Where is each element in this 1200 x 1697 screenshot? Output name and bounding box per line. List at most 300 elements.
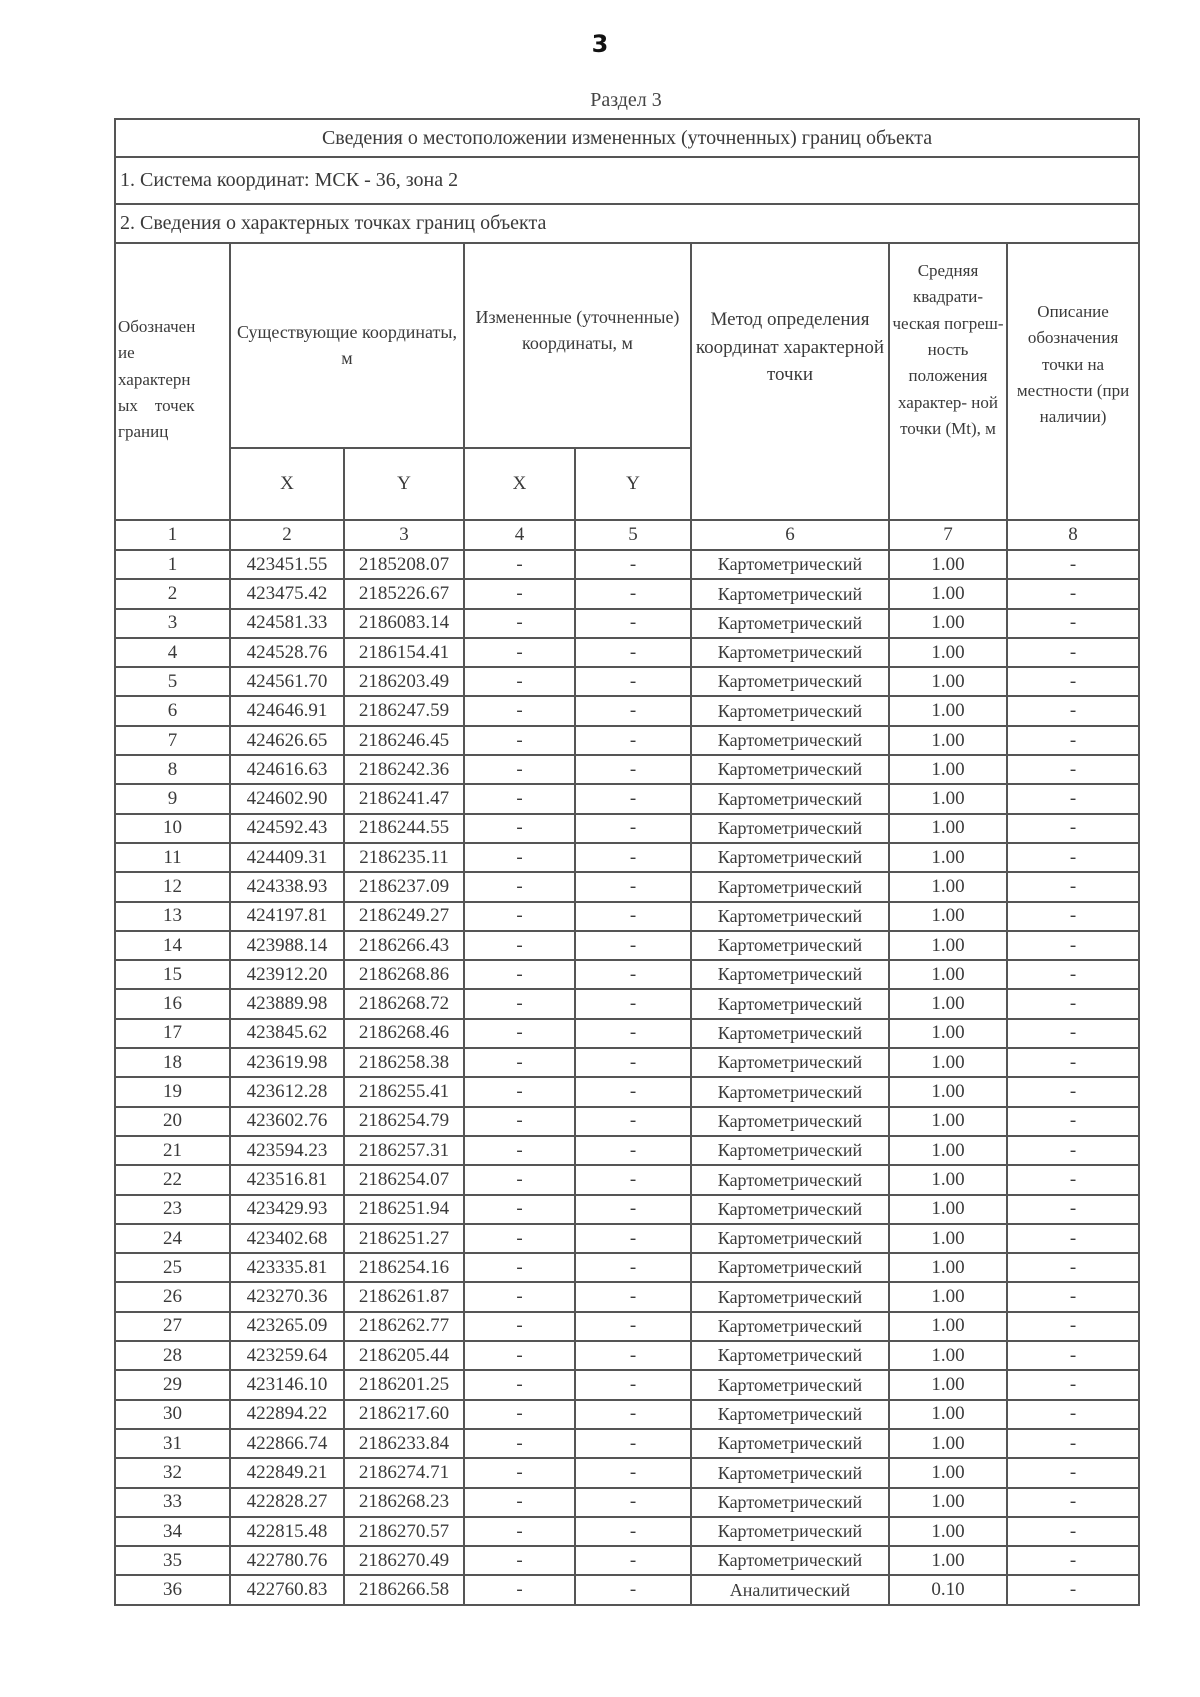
cell-method: Картометрический: [691, 1370, 889, 1399]
cell-description: -: [1007, 1077, 1139, 1106]
cell-existing-y: 2186237.09: [344, 872, 464, 901]
header-method: Метод определения координат характерной точки: [691, 243, 889, 520]
cell-existing-y: 2186244.55: [344, 814, 464, 843]
cell-method: Картометрический: [691, 989, 889, 1018]
cell-existing-y: 2185208.07: [344, 550, 464, 579]
cell-description: -: [1007, 872, 1139, 901]
header-changed-x: X: [464, 448, 575, 520]
cell-mean-error: 1.00: [889, 902, 1007, 931]
table-row: [115, 1048, 1139, 1077]
cell-method: Картометрический: [691, 755, 889, 784]
page-number: 3: [591, 30, 609, 58]
table-row: [115, 579, 1139, 608]
cell-changed-x: -: [464, 1195, 575, 1224]
header-changed-y: Y: [575, 448, 691, 520]
cell-existing-x: 423259.64: [230, 1341, 344, 1370]
cell-method: Картометрический: [691, 931, 889, 960]
cell-point-number: 29: [115, 1370, 230, 1399]
table-row: [115, 696, 1139, 725]
cell-mean-error: 1.00: [889, 579, 1007, 608]
cell-changed-y: -: [575, 1048, 691, 1077]
table-row: [115, 726, 1139, 755]
column-number: 7: [889, 520, 1007, 550]
cell-description: -: [1007, 638, 1139, 667]
cell-point-number: 35: [115, 1546, 230, 1575]
cell-changed-y: -: [575, 696, 691, 725]
cell-point-number: 4: [115, 638, 230, 667]
cell-existing-x: 422780.76: [230, 1546, 344, 1575]
cell-existing-x: 423270.36: [230, 1282, 344, 1311]
cell-changed-y: -: [575, 814, 691, 843]
cell-existing-y: 2186258.38: [344, 1048, 464, 1077]
cell-existing-y: 2186083.14: [344, 609, 464, 638]
cell-description: -: [1007, 1517, 1139, 1546]
cell-changed-x: -: [464, 550, 575, 579]
cell-point-number: 12: [115, 872, 230, 901]
cell-method: Картометрический: [691, 1019, 889, 1048]
table-row: [115, 784, 1139, 813]
table-row: [115, 872, 1139, 901]
cell-method: Картометрический: [691, 1312, 889, 1341]
boundary-points-table: [114, 118, 1140, 1606]
cell-description: -: [1007, 550, 1139, 579]
cell-method: Картометрический: [691, 726, 889, 755]
cell-changed-y: -: [575, 1517, 691, 1546]
cell-existing-x: 422760.83: [230, 1575, 344, 1604]
cell-existing-x: 423889.98: [230, 989, 344, 1018]
cell-changed-x: -: [464, 960, 575, 989]
cell-existing-y: 2186251.27: [344, 1224, 464, 1253]
cell-existing-x: 423612.28: [230, 1077, 344, 1106]
cell-changed-x: -: [464, 579, 575, 608]
cell-mean-error: 1.00: [889, 1253, 1007, 1282]
coordinate-system: 1. Система координат: МСК - 36, зона 2: [115, 157, 1139, 204]
table-title: Сведения о местоположении измененных (уточненных) границ объекта: [115, 119, 1139, 157]
cell-existing-x: 423516.81: [230, 1165, 344, 1194]
cell-mean-error: 1.00: [889, 1077, 1007, 1106]
cell-mean-error: 1.00: [889, 1517, 1007, 1546]
cell-existing-x: 424626.65: [230, 726, 344, 755]
table-row: [115, 1253, 1139, 1282]
cell-existing-x: 423475.42: [230, 579, 344, 608]
cell-existing-y: 2186261.87: [344, 1282, 464, 1311]
cell-mean-error: 1.00: [889, 609, 1007, 638]
column-number: 8: [1007, 520, 1139, 550]
cell-existing-y: 2186246.45: [344, 726, 464, 755]
cell-point-number: 15: [115, 960, 230, 989]
cell-changed-y: -: [575, 1370, 691, 1399]
table-row: [115, 814, 1139, 843]
cell-mean-error: 1.00: [889, 960, 1007, 989]
cell-existing-y: 2186203.49: [344, 667, 464, 696]
header-changed-coords: Измененные (уточненные) координаты, м: [464, 243, 691, 448]
cell-point-number: 23: [115, 1195, 230, 1224]
cell-mean-error: 1.00: [889, 1282, 1007, 1311]
cell-changed-x: -: [464, 755, 575, 784]
cell-existing-x: 424581.33: [230, 609, 344, 638]
cell-existing-y: 2186266.43: [344, 931, 464, 960]
cell-method: Картометрический: [691, 550, 889, 579]
column-number: 4: [464, 520, 575, 550]
cell-changed-x: -: [464, 1282, 575, 1311]
cell-existing-x: 424602.90: [230, 784, 344, 813]
cell-method: Картометрический: [691, 638, 889, 667]
cell-method: Картометрический: [691, 1429, 889, 1458]
cell-changed-x: -: [464, 1546, 575, 1575]
table-row: [115, 1341, 1139, 1370]
cell-description: -: [1007, 579, 1139, 608]
cell-existing-y: 2186262.77: [344, 1312, 464, 1341]
cell-method: Картометрический: [691, 872, 889, 901]
cell-method: Картометрический: [691, 1282, 889, 1311]
table-row: [115, 1575, 1139, 1604]
header-existing-coords: Существующие координаты, м: [230, 243, 464, 448]
cell-existing-y: 2186201.25: [344, 1370, 464, 1399]
cell-description: -: [1007, 726, 1139, 755]
table-row: [115, 667, 1139, 696]
cell-changed-x: -: [464, 1019, 575, 1048]
cell-mean-error: 1.00: [889, 1458, 1007, 1487]
cell-description: -: [1007, 755, 1139, 784]
cell-mean-error: 1.00: [889, 814, 1007, 843]
cell-changed-y: -: [575, 1253, 691, 1282]
cell-point-number: 17: [115, 1019, 230, 1048]
table-row: [115, 1224, 1139, 1253]
cell-description: -: [1007, 1458, 1139, 1487]
cell-changed-y: -: [575, 1341, 691, 1370]
cell-mean-error: 1.00: [889, 784, 1007, 813]
cell-changed-y: -: [575, 1429, 691, 1458]
cell-existing-y: 2186233.84: [344, 1429, 464, 1458]
cell-method: Картометрический: [691, 667, 889, 696]
cell-description: -: [1007, 1546, 1139, 1575]
cell-method: Картометрический: [691, 579, 889, 608]
cell-point-number: 16: [115, 989, 230, 1018]
cell-method: Картометрический: [691, 1400, 889, 1429]
cell-changed-x: -: [464, 814, 575, 843]
cell-changed-y: -: [575, 1312, 691, 1341]
cell-existing-y: 2186268.23: [344, 1488, 464, 1517]
cell-method: Картометрический: [691, 1517, 889, 1546]
cell-existing-x: 424197.81: [230, 902, 344, 931]
cell-mean-error: 1.00: [889, 1400, 1007, 1429]
cell-changed-y: -: [575, 1107, 691, 1136]
cell-changed-x: -: [464, 609, 575, 638]
cell-description: -: [1007, 843, 1139, 872]
cell-changed-y: -: [575, 550, 691, 579]
cell-changed-y: -: [575, 579, 691, 608]
cell-changed-x: -: [464, 931, 575, 960]
cell-description: -: [1007, 989, 1139, 1018]
cell-existing-x: 424616.63: [230, 755, 344, 784]
cell-mean-error: 1.00: [889, 989, 1007, 1018]
table-row: [115, 609, 1139, 638]
cell-existing-x: 422828.27: [230, 1488, 344, 1517]
cell-existing-x: 423602.76: [230, 1107, 344, 1136]
table-row: [115, 550, 1139, 579]
cell-point-number: 36: [115, 1575, 230, 1604]
cell-description: -: [1007, 1019, 1139, 1048]
cell-method: Картометрический: [691, 1195, 889, 1224]
cell-existing-y: 2186268.46: [344, 1019, 464, 1048]
cell-point-number: 3: [115, 609, 230, 638]
cell-changed-y: -: [575, 1019, 691, 1048]
cell-changed-y: -: [575, 1400, 691, 1429]
cell-method: Картометрический: [691, 1107, 889, 1136]
column-number: 3: [344, 520, 464, 550]
cell-changed-x: -: [464, 726, 575, 755]
cell-existing-x: 422815.48: [230, 1517, 344, 1546]
cell-changed-x: -: [464, 1370, 575, 1399]
cell-changed-x: -: [464, 1458, 575, 1487]
cell-changed-x: -: [464, 902, 575, 931]
cell-existing-x: 423988.14: [230, 931, 344, 960]
column-number: 2: [230, 520, 344, 550]
cell-point-number: 27: [115, 1312, 230, 1341]
cell-existing-y: 2186255.41: [344, 1077, 464, 1106]
cell-description: -: [1007, 1195, 1139, 1224]
cell-changed-y: -: [575, 1546, 691, 1575]
cell-mean-error: 1.00: [889, 931, 1007, 960]
cell-existing-y: 2185226.67: [344, 579, 464, 608]
column-number: 1: [115, 520, 230, 550]
cell-existing-x: 423402.68: [230, 1224, 344, 1253]
cell-changed-y: -: [575, 726, 691, 755]
cell-mean-error: 1.00: [889, 1165, 1007, 1194]
cell-description: -: [1007, 814, 1139, 843]
cell-mean-error: 1.00: [889, 1312, 1007, 1341]
cell-existing-x: 424528.76: [230, 638, 344, 667]
cell-existing-y: 2186205.44: [344, 1341, 464, 1370]
table-row: [115, 902, 1139, 931]
cell-point-number: 34: [115, 1517, 230, 1546]
cell-description: -: [1007, 1341, 1139, 1370]
header-mean-error: Средняя квадрати- ческая погреш- ность положения характер- ной точки (Mt), м: [889, 243, 1007, 520]
cell-point-number: 33: [115, 1488, 230, 1517]
cell-mean-error: 1.00: [889, 1107, 1007, 1136]
cell-existing-y: 2186251.94: [344, 1195, 464, 1224]
header-designation: Обозначен ие характерн ых точек границ: [115, 243, 230, 520]
table-row: [115, 931, 1139, 960]
cell-point-number: 20: [115, 1107, 230, 1136]
cell-method: Картометрический: [691, 1488, 889, 1517]
header-existing-x: X: [230, 448, 344, 520]
cell-existing-x: 423912.20: [230, 960, 344, 989]
table-row: [115, 1312, 1139, 1341]
cell-existing-y: 2186254.16: [344, 1253, 464, 1282]
cell-mean-error: 1.00: [889, 1048, 1007, 1077]
cell-existing-x: 424338.93: [230, 872, 344, 901]
cell-method: Картометрический: [691, 902, 889, 931]
cell-method: Картометрический: [691, 609, 889, 638]
cell-changed-x: -: [464, 1488, 575, 1517]
cell-mean-error: 1.00: [889, 638, 1007, 667]
cell-mean-error: 1.00: [889, 1370, 1007, 1399]
cell-existing-y: 2186254.07: [344, 1165, 464, 1194]
cell-point-number: 31: [115, 1429, 230, 1458]
table-row: [115, 755, 1139, 784]
cell-changed-y: -: [575, 784, 691, 813]
cell-existing-x: 424561.70: [230, 667, 344, 696]
cell-changed-x: -: [464, 1165, 575, 1194]
cell-changed-x: -: [464, 1517, 575, 1546]
cell-existing-x: 423594.23: [230, 1136, 344, 1165]
points-section-title: 2. Сведения о характерных точках границ объекта: [115, 204, 1139, 243]
cell-method: Картометрический: [691, 1136, 889, 1165]
cell-point-number: 13: [115, 902, 230, 931]
cell-method: Картометрический: [691, 843, 889, 872]
cell-description: -: [1007, 1575, 1139, 1604]
section-label: Раздел 3: [590, 89, 662, 111]
cell-method: Картометрический: [691, 1165, 889, 1194]
cell-existing-x: 423451.55: [230, 550, 344, 579]
cell-description: -: [1007, 1400, 1139, 1429]
cell-method: Картометрический: [691, 1048, 889, 1077]
cell-changed-x: -: [464, 638, 575, 667]
cell-point-number: 2: [115, 579, 230, 608]
table-row: [115, 1370, 1139, 1399]
cell-changed-x: -: [464, 667, 575, 696]
cell-existing-y: 2186268.72: [344, 989, 464, 1018]
cell-changed-x: -: [464, 1400, 575, 1429]
cell-changed-x: -: [464, 872, 575, 901]
cell-point-number: 11: [115, 843, 230, 872]
cell-existing-y: 2186235.11: [344, 843, 464, 872]
cell-changed-y: -: [575, 609, 691, 638]
cell-description: -: [1007, 1165, 1139, 1194]
cell-existing-x: 423265.09: [230, 1312, 344, 1341]
cell-existing-y: 2186268.86: [344, 960, 464, 989]
table-row: [115, 1195, 1139, 1224]
cell-existing-x: 423619.98: [230, 1048, 344, 1077]
cell-existing-x: 422866.74: [230, 1429, 344, 1458]
table-row: [115, 1488, 1139, 1517]
cell-mean-error: 1.00: [889, 755, 1007, 784]
cell-mean-error: 1.00: [889, 1546, 1007, 1575]
cell-point-number: 6: [115, 696, 230, 725]
cell-mean-error: 1.00: [889, 1195, 1007, 1224]
cell-method: Картометрический: [691, 1341, 889, 1370]
cell-point-number: 32: [115, 1458, 230, 1487]
cell-method: Картометрический: [691, 814, 889, 843]
table-row: [115, 960, 1139, 989]
table-row: [115, 1136, 1139, 1165]
cell-description: -: [1007, 1370, 1139, 1399]
cell-changed-x: -: [464, 1429, 575, 1458]
table-row: [115, 1282, 1139, 1311]
cell-method: Картометрический: [691, 1077, 889, 1106]
table-row: [115, 1400, 1139, 1429]
cell-existing-y: 2186241.47: [344, 784, 464, 813]
cell-existing-x: 422894.22: [230, 1400, 344, 1429]
cell-changed-x: -: [464, 1077, 575, 1106]
cell-description: -: [1007, 1282, 1139, 1311]
cell-existing-y: 2186270.49: [344, 1546, 464, 1575]
cell-mean-error: 1.00: [889, 667, 1007, 696]
cell-mean-error: 1.00: [889, 872, 1007, 901]
cell-description: -: [1007, 1488, 1139, 1517]
cell-mean-error: 1.00: [889, 1019, 1007, 1048]
cell-existing-x: 423335.81: [230, 1253, 344, 1282]
cell-existing-y: 2186270.57: [344, 1517, 464, 1546]
cell-changed-y: -: [575, 843, 691, 872]
cell-changed-y: -: [575, 1224, 691, 1253]
cell-changed-y: -: [575, 755, 691, 784]
cell-point-number: 9: [115, 784, 230, 813]
cell-point-number: 5: [115, 667, 230, 696]
cell-existing-y: 2186217.60: [344, 1400, 464, 1429]
cell-mean-error: 1.00: [889, 843, 1007, 872]
cell-changed-y: -: [575, 902, 691, 931]
cell-changed-x: -: [464, 989, 575, 1018]
cell-mean-error: 1.00: [889, 726, 1007, 755]
cell-changed-y: -: [575, 931, 691, 960]
column-number: 5: [575, 520, 691, 550]
cell-point-number: 25: [115, 1253, 230, 1282]
cell-changed-x: -: [464, 1048, 575, 1077]
cell-point-number: 19: [115, 1077, 230, 1106]
cell-description: -: [1007, 784, 1139, 813]
cell-changed-y: -: [575, 1136, 691, 1165]
cell-method: Картометрический: [691, 1546, 889, 1575]
column-number: 6: [691, 520, 889, 550]
cell-description: -: [1007, 609, 1139, 638]
table-row: [115, 1019, 1139, 1048]
cell-description: -: [1007, 1253, 1139, 1282]
cell-method: Аналитический: [691, 1575, 889, 1604]
cell-changed-x: -: [464, 843, 575, 872]
cell-changed-y: -: [575, 960, 691, 989]
table-row: [115, 1517, 1139, 1546]
header-description: Описание обозначения точки на местности (при наличии): [1007, 243, 1139, 520]
cell-existing-x: 423429.93: [230, 1195, 344, 1224]
cell-description: -: [1007, 931, 1139, 960]
cell-description: -: [1007, 667, 1139, 696]
cell-description: -: [1007, 1107, 1139, 1136]
cell-changed-x: -: [464, 1136, 575, 1165]
cell-point-number: 8: [115, 755, 230, 784]
cell-existing-y: 2186242.36: [344, 755, 464, 784]
cell-existing-y: 2186257.31: [344, 1136, 464, 1165]
cell-method: Картометрический: [691, 1458, 889, 1487]
cell-mean-error: 1.00: [889, 550, 1007, 579]
cell-existing-y: 2186154.41: [344, 638, 464, 667]
cell-description: -: [1007, 902, 1139, 931]
cell-description: -: [1007, 960, 1139, 989]
cell-existing-y: 2186254.79: [344, 1107, 464, 1136]
cell-method: Картометрический: [691, 784, 889, 813]
cell-changed-y: -: [575, 1077, 691, 1106]
cell-mean-error: 1.00: [889, 1136, 1007, 1165]
cell-existing-x: 423146.10: [230, 1370, 344, 1399]
cell-mean-error: 1.00: [889, 1224, 1007, 1253]
cell-point-number: 24: [115, 1224, 230, 1253]
cell-existing-x: 424409.31: [230, 843, 344, 872]
cell-method: Картометрический: [691, 1224, 889, 1253]
cell-existing-x: 424592.43: [230, 814, 344, 843]
cell-existing-x: 424646.91: [230, 696, 344, 725]
column-numbers-row: [115, 520, 1139, 550]
cell-changed-x: -: [464, 1341, 575, 1370]
cell-method: Картометрический: [691, 1253, 889, 1282]
cell-point-number: 30: [115, 1400, 230, 1429]
cell-mean-error: 1.00: [889, 1341, 1007, 1370]
table-row: [115, 1546, 1139, 1575]
cell-existing-y: 2186274.71: [344, 1458, 464, 1487]
table-row: [115, 1107, 1139, 1136]
cell-changed-x: -: [464, 1253, 575, 1282]
cell-point-number: 1: [115, 550, 230, 579]
